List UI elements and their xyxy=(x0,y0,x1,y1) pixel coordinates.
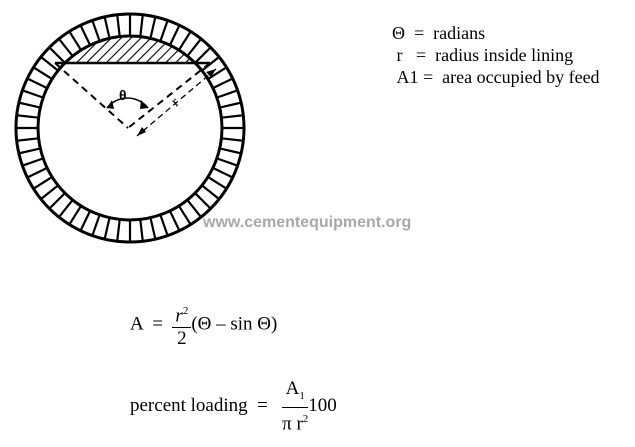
lining-block-divider xyxy=(105,218,110,239)
legend-theta: Θ = radians xyxy=(392,23,486,43)
lining-block-divider xyxy=(195,47,211,63)
lining-block-divider xyxy=(49,47,65,63)
radius-left xyxy=(55,63,128,128)
lining-block-divider xyxy=(19,103,40,108)
lining-block-divider xyxy=(213,168,233,178)
lining-block-divider xyxy=(69,206,81,225)
lining-block-divider xyxy=(27,79,47,89)
theta-arrow-right xyxy=(140,100,148,109)
lining-block-divider xyxy=(117,219,119,241)
loading-fraction: $\frac{A_1}{\pi r^2}$ xyxy=(282,378,309,435)
lining-block-divider xyxy=(92,20,99,41)
lining-block-divider xyxy=(220,103,241,108)
lining-block-divider xyxy=(33,67,52,79)
lining-block-divider xyxy=(220,148,241,153)
lining-block-divider xyxy=(140,219,142,241)
theta-label: θ xyxy=(119,87,127,103)
lining-block-divider xyxy=(170,211,180,231)
lining-block-divider xyxy=(221,115,243,117)
legend-radius: r = radius inside lining xyxy=(396,45,574,65)
legend-text: radians xyxy=(433,23,486,43)
lining-block-divider xyxy=(160,215,167,236)
area-fraction: $\frac{r^2}{2}$ xyxy=(172,300,191,350)
lining-block-divider xyxy=(69,31,81,50)
lining-block-divider xyxy=(59,39,73,56)
lining-block-divider xyxy=(150,17,155,38)
lining-block-divider xyxy=(41,185,58,199)
lining-block-divider xyxy=(17,138,39,140)
lining-block-divider xyxy=(49,193,65,209)
legend-area: A1 = area occupied by feed xyxy=(396,67,600,87)
legend-symbol: Θ xyxy=(392,23,405,43)
legend-symbol: r xyxy=(396,45,403,65)
lining-block-divider xyxy=(195,193,211,209)
lining-block-divider xyxy=(208,177,227,189)
lining-block-divider xyxy=(22,90,43,97)
lining-block-divider xyxy=(160,20,167,41)
radius-right xyxy=(128,63,210,128)
r-label: r xyxy=(168,94,183,111)
lining-block-divider xyxy=(19,148,40,153)
lining-block-divider xyxy=(17,115,39,117)
lining-block-divider xyxy=(187,39,201,56)
lining-block-divider xyxy=(213,79,233,89)
loading-equation: percent loading = $\frac{A_1}{\pi r^2}$ 100 xyxy=(130,378,337,435)
lining-block-divider xyxy=(81,211,91,231)
lining-block-divider xyxy=(217,90,238,97)
lining-block-divider xyxy=(179,206,191,225)
lining-block-divider xyxy=(22,158,43,165)
lining-block-divider xyxy=(33,177,52,189)
lining-block-divider xyxy=(150,218,155,239)
r-arrow-bottom xyxy=(137,127,146,136)
lining-block-divider xyxy=(27,168,47,178)
area-equation: A = $\frac{r^2}{2}$ (Θ – sin Θ) xyxy=(130,300,277,350)
mill-cross-section-diagram xyxy=(0,0,260,250)
lining-block-divider xyxy=(81,25,91,45)
lining-block-divider xyxy=(92,215,99,236)
legend-symbol: A1 xyxy=(396,67,419,87)
lining-block-divider xyxy=(217,158,238,165)
lining-block-divider xyxy=(202,185,219,199)
lining-block-divider xyxy=(170,25,180,45)
lining-block-divider xyxy=(221,138,243,140)
watermark: www.cementequipment.org xyxy=(203,214,412,231)
lining-block-divider xyxy=(187,200,201,217)
lining-block-divider xyxy=(140,15,142,37)
lining-block-divider xyxy=(117,15,119,37)
legend xyxy=(392,22,600,88)
lining-block-divider xyxy=(105,17,110,38)
legend-text: area occupied by feed xyxy=(442,67,600,87)
lining-block-divider xyxy=(179,31,191,50)
lining-block-divider xyxy=(59,200,73,217)
legend-text: radius inside lining xyxy=(435,45,574,65)
